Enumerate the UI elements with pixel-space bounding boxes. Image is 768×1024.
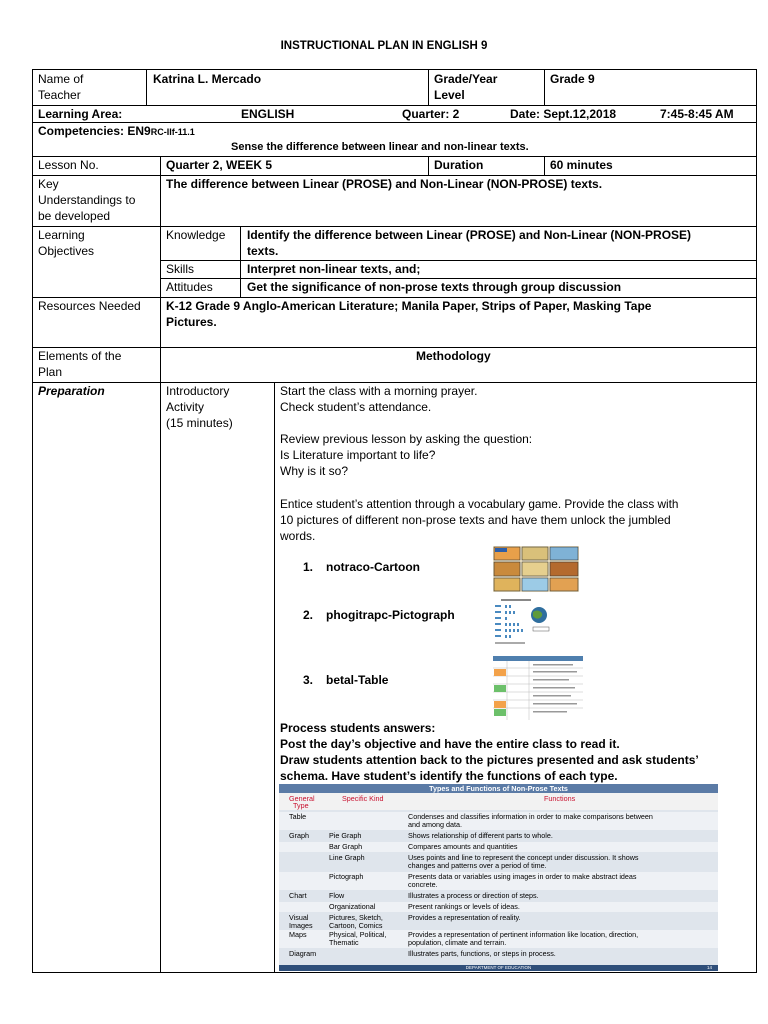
- prep-line-8: words.: [280, 529, 316, 543]
- resources-text-2: Pictures.: [166, 315, 217, 329]
- functions-cell: Provides a representation of pertinent information like location, direction,: [408, 930, 639, 939]
- general-type-cell: Chart: [289, 891, 307, 900]
- col-specific: Specific Kind: [342, 794, 384, 803]
- specific-kind-cell-2: Thematic: [329, 938, 359, 947]
- general-type-cell: Maps: [289, 930, 307, 939]
- skills-text: Interpret non-linear texts, and;: [247, 262, 421, 276]
- lesson-value: Quarter 2, WEEK 5: [166, 158, 273, 172]
- functions-cell: Provides a representation of reality.: [408, 913, 521, 922]
- item-3-number: 3.: [303, 673, 314, 687]
- specific-kind-cell: Pie Graph: [329, 831, 362, 840]
- specific-kind-cell: Line Graph: [329, 853, 365, 862]
- specific-kind-cell-2: Cartoon, Comics: [329, 921, 383, 930]
- functions-cell: Illustrates parts, functions, or steps in process.: [408, 949, 556, 958]
- table-image: [493, 656, 583, 720]
- general-type-cell: Graph: [289, 831, 309, 840]
- nonprose-table-footer: [279, 965, 718, 971]
- duration-value: 60 minutes: [550, 158, 613, 172]
- prep-line-2: Check student’s attendance.: [280, 400, 432, 414]
- process-line-2: Post the day’s objective and have the entire class to read it.: [280, 737, 620, 751]
- table-row: [279, 872, 718, 890]
- functions-cell: Illustrates a process or direction of steps.: [408, 891, 539, 900]
- general-type-cell-2: Images: [289, 921, 313, 930]
- competencies-label: [38, 124, 195, 141]
- general-type-cell: Table: [289, 812, 307, 821]
- table-row: [279, 831, 718, 841]
- functions-cell-2: and among data.: [408, 820, 462, 829]
- pictograph-image: [493, 598, 551, 650]
- attitudes-label: Attitudes: [166, 280, 213, 294]
- functions-cell: Presents data or variables using images in order to make abstract ideas: [408, 872, 637, 881]
- key-label-3: be developed: [38, 209, 111, 223]
- grade-label-level: Level: [434, 88, 465, 102]
- learning-area-value: ENGLISH: [241, 107, 295, 121]
- table-row: [279, 842, 718, 852]
- table-row: [279, 930, 718, 948]
- process-line-4: schema. Have student’s identify the functions of each type.: [280, 769, 618, 783]
- prep-line-7: 10 pictures of different non-prose texts and have them unlock the jumbled: [280, 513, 671, 527]
- competencies-text: Sense the difference between linear and non-linear texts.: [231, 141, 529, 153]
- functions-cell-2: changes and patterns over a period of time.: [408, 861, 547, 870]
- table-row: [279, 913, 718, 929]
- knowledge-label: Knowledge: [166, 228, 226, 242]
- competencies-code: RC-IIf-11.1: [150, 127, 195, 137]
- functions-cell: Present rankings or levels of ideas.: [408, 902, 520, 911]
- general-type-cell: Diagram: [289, 949, 317, 958]
- attitudes-text: Get the significance of non-prose texts through group discussion: [247, 280, 622, 294]
- name-label: Name of: [38, 72, 84, 86]
- learning-area-label: Learning Area:: [38, 107, 123, 121]
- functions-cell-2: concrete.: [408, 880, 438, 889]
- date: Date: Sept.12,2018: [510, 107, 617, 121]
- item-2-text: phogitrapc-Pictograph: [326, 608, 455, 622]
- activity-label-2: Activity: [166, 400, 205, 414]
- general-type-cell: Visual: [289, 913, 309, 922]
- specific-kind-cell: Physical, Political,: [329, 930, 387, 939]
- specific-kind-cell: Organizational: [329, 902, 376, 911]
- knowledge-text-1: Identify the difference between Linear (PROSE) and Non-Linear (NON-PROSE): [247, 228, 692, 242]
- document-title: INSTRUCTIONAL PLAN IN ENGLISH 9: [280, 40, 488, 52]
- time: 7:45-8:45 AM: [660, 107, 734, 121]
- prep-line-5: Why is it so?: [280, 464, 349, 478]
- objectives-label-2: Objectives: [38, 244, 95, 258]
- teacher-label: Teacher: [38, 88, 81, 102]
- resources-label: Resources Needed: [38, 299, 141, 313]
- specific-kind-cell: Bar Graph: [329, 842, 363, 851]
- col-general-1: General: [289, 794, 315, 803]
- item-2-number: 2.: [303, 608, 314, 622]
- table-row: [279, 812, 718, 830]
- functions-cell: Uses points and line to represent the concept under discussion. It shows: [408, 853, 639, 862]
- nonprose-table-title: Types and Functions of Non-Prose Texts: [279, 784, 718, 793]
- activity-label-1: Introductory: [166, 384, 230, 398]
- prep-line-6: Entice student’s attention through a vocabulary game. Provide the class with: [280, 497, 679, 511]
- preparation-label: Preparation: [38, 384, 105, 398]
- specific-kind-cell: Pictograph: [329, 872, 364, 881]
- key-understandings-text: The difference between Linear (PROSE) and Non-Linear (NON-PROSE) texts.: [166, 177, 603, 191]
- col-functions: Functions: [544, 794, 576, 803]
- prep-line-4: Is Literature important to life?: [280, 448, 436, 462]
- activity-label-3: (15 minutes): [166, 416, 233, 430]
- functions-cell: Condenses and classifies information in order to make comparisons between: [408, 812, 653, 821]
- key-label-1: Key: [38, 177, 59, 191]
- objectives-label-1: Learning: [38, 228, 85, 242]
- methodology-heading: Methodology: [416, 349, 491, 363]
- table-row: [279, 853, 718, 871]
- footer-text: DEPARTMENT OF EDUCATION: [465, 965, 532, 970]
- duration-label: Duration: [434, 158, 484, 172]
- skills-label: Skills: [166, 262, 195, 276]
- functions-cell-2: population, climate and terrain.: [408, 938, 507, 947]
- prep-line-3: Review previous lesson by asking the question:: [280, 432, 533, 446]
- specific-kind-cell: Pictures, Sketch,: [329, 913, 383, 922]
- table-row: [279, 949, 718, 959]
- item-3-text: betal-Table: [326, 673, 389, 687]
- elements-label-2: Plan: [38, 365, 63, 379]
- table-row: [279, 891, 718, 901]
- knowledge-text-2: texts.: [247, 244, 279, 258]
- item-1-number: 1.: [303, 560, 314, 574]
- nonprose-table: [279, 784, 718, 971]
- functions-cell: Shows relationship of different parts to whole.: [408, 831, 553, 840]
- item-1-text: notraco-Cartoon: [326, 560, 420, 574]
- grade-value: Grade 9: [550, 72, 595, 86]
- process-line-3: Draw students attention back to the pictures presented and ask students’: [280, 753, 699, 767]
- elements-label-1: Elements of the: [38, 349, 122, 363]
- key-label-2: Understandings to: [38, 193, 136, 207]
- competencies-label-text: Competencies: EN9: [38, 124, 151, 138]
- col-general-2: Type: [293, 801, 309, 810]
- resources-text-1: K-12 Grade 9 Anglo-American Literature; Manila Paper, Strips of Paper, Masking Tape: [166, 299, 652, 313]
- nonprose-table-header: [279, 793, 718, 810]
- process-line-1: Process students answers:: [280, 721, 436, 735]
- quarter: Quarter: 2: [402, 107, 460, 121]
- grade-label: Grade/Year: [434, 72, 498, 86]
- footer-page: 14: [706, 965, 712, 970]
- teacher-name: Katrina L. Mercado: [153, 72, 262, 86]
- functions-cell: Compares amounts and quantities: [408, 842, 518, 851]
- specific-kind-cell: Flow: [329, 891, 345, 900]
- cartoon-image: [493, 546, 579, 592]
- lesson-label: Lesson No.: [38, 158, 99, 172]
- table-row: [279, 902, 718, 912]
- prep-line-1: Start the class with a morning prayer.: [280, 384, 478, 398]
